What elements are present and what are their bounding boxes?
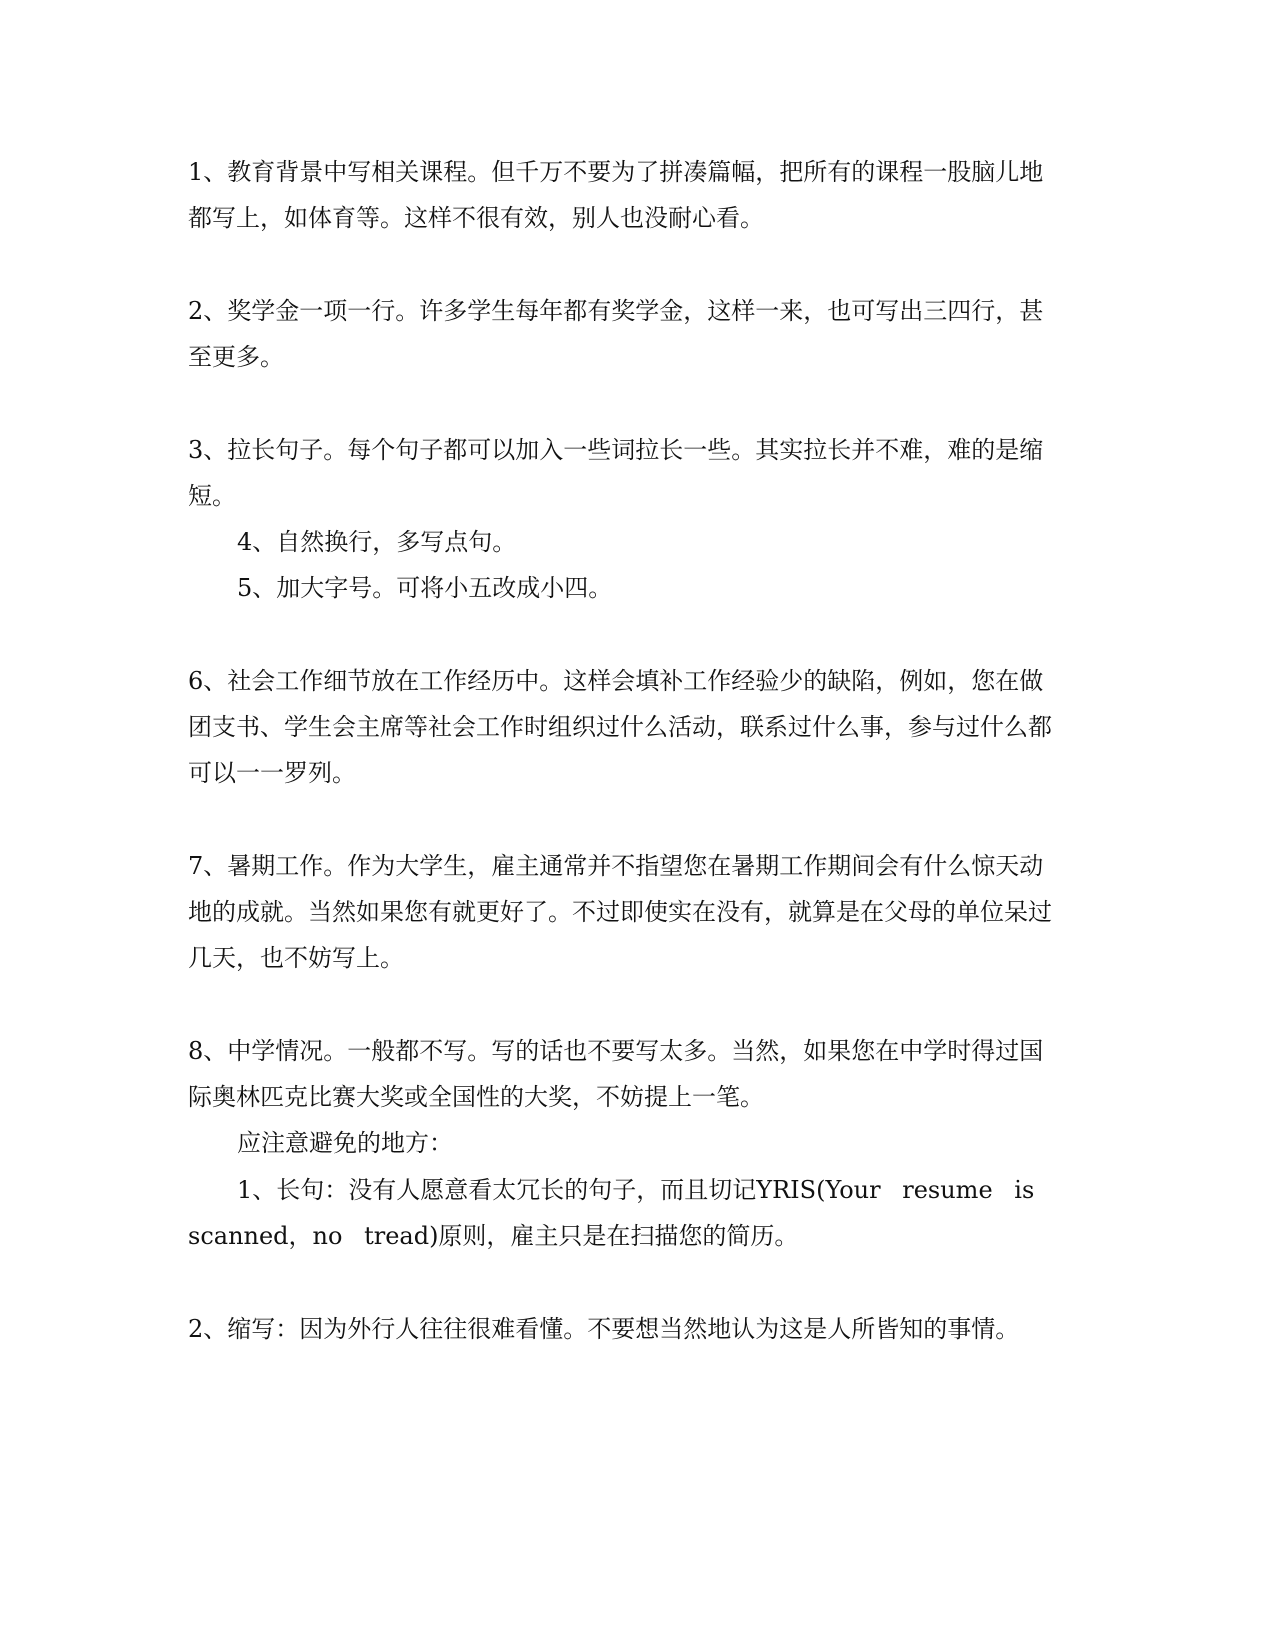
- paragraph-line: 5、加大字号。可将小五改成小四。: [237, 574, 613, 602]
- paragraph-line: 1、长句：没有人愿意看太冗长的句子，而且切记YRIS(Your resume is: [237, 1176, 1035, 1204]
- paragraph-line: 至更多。: [188, 343, 284, 371]
- paragraph-line: 2、奖学金一项一行。许多学生每年都有奖学金，这样一来，也可写出三四行，甚: [188, 297, 1044, 325]
- paragraph-line: 6、社会工作细节放在工作经历中。这样会填补工作经验少的缺陷，例如，您在做: [188, 667, 1044, 695]
- paragraph-line: 可以一一罗列。: [188, 759, 356, 787]
- paragraph-line: 3、拉长句子。每个句子都可以加入一些词拉长一些。其实拉长并不难，难的是缩: [188, 436, 1044, 464]
- paragraph-line: 都写上，如体育等。这样不很有效，别人也没耐心看。: [188, 204, 764, 232]
- paragraph-line: 短。: [188, 482, 236, 510]
- paragraph-line: 2、缩写：因为外行人往往很难看懂。不要想当然地认为这是人所皆知的事情。: [188, 1315, 1020, 1343]
- paragraph-line: 4、自然换行，多写点句。: [237, 528, 517, 556]
- paragraph-line: 7、暑期工作。作为大学生，雇主通常并不指望您在暑期工作期间会有什么惊天动: [188, 852, 1044, 880]
- paragraph-line: 际奥林匹克比赛大奖或全国性的大奖，不妨提上一笔。: [188, 1083, 764, 1111]
- paragraph-line: 1、教育背景中写相关课程。但千万不要为了拼凑篇幅，把所有的课程一股脑儿地: [188, 158, 1044, 186]
- paragraph-line: 8、中学情况。一般都不写。写的话也不要写太多。当然，如果您在中学时得过国: [188, 1037, 1044, 1065]
- paragraph-line: 几天，也不妨写上。: [188, 944, 404, 972]
- paragraph-line: 团支书、学生会主席等社会工作时组织过什么活动，联系过什么事，参与过什么都: [188, 713, 1052, 741]
- section-heading: 应注意避免的地方：: [237, 1129, 453, 1157]
- paragraph-line: scanned，no tread)原则，雇主只是在扫描您的简历。: [188, 1222, 799, 1250]
- paragraph-line: 地的成就。当然如果您有就更好了。不过即使实在没有，就算是在父母的单位呆过: [188, 898, 1052, 926]
